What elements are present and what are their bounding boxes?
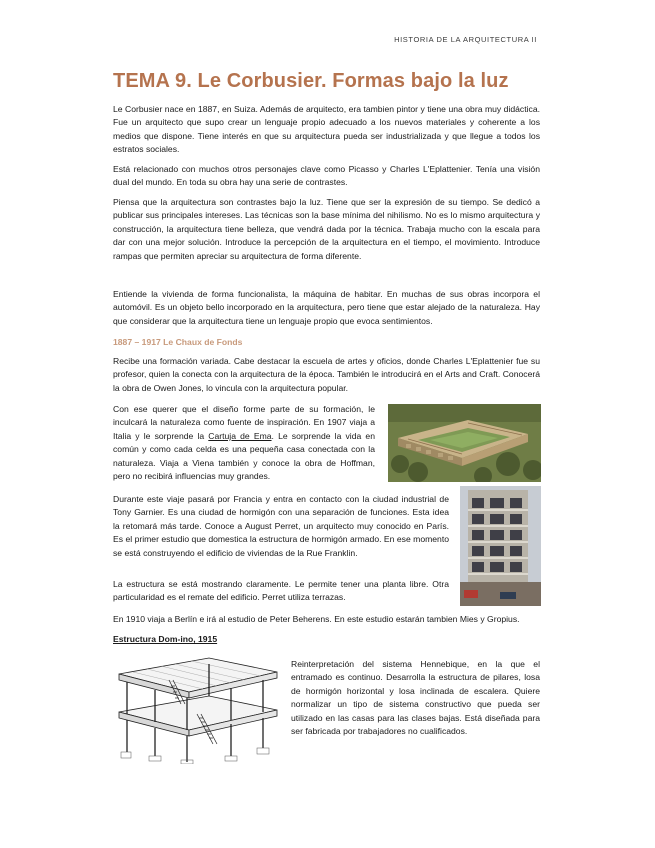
paragraph-italy-trip-a: Con ese querer que el diseño forme parte de su formación, le inculcará la naturaleza como fuente de inspiración. En 1907 viaja a Italia y le sorprende la	[113, 404, 375, 441]
paragraph-intro: Le Corbusier nace en 1887, en Suiza. Además de arquitecto, era tambien pintor y tiene una obra muy didáctica. Fue un arquitecto que supo crear un lenguaje propio adecuado a los nuevos materiales y coherente a los medios que dispone. Tiene interés en que su arquitectura pueda ser industrializada y que llegue a todos los estratos sociales.	[113, 104, 540, 155]
rue-franklin-building-photo	[460, 486, 541, 606]
section-heading-dom-ino: Estructura Dom-ino, 1915	[113, 634, 218, 644]
paragraph-france-trip: Durante este viaje pasará por Francia y entra en contacto con la ciudad industrial de Tony Garnier. Es una ciudad de hormigón con una separación de funciones. Esta idea la retomará más tarde. Conoce a August Perret, un arquitecto muy conocido en París. Es el primer estudio que domestica la estructura de hormigón armado. En ese momento se está construyendo el edificio de viviendas de la Rue Franklin.	[113, 494, 449, 558]
paragraph-housing: Entiende la vivienda de forma funcionalista, la máquina de habitar. En muchas de sus obras incorpora el automóvil. Es un objeto bello incorporado en la arquitectura, pero tiene que estar alejado de la naturaleza. Hay que considerar que la arquitectura tiene un lenguaje propio que evoca sentimientos.	[113, 289, 540, 326]
paragraph-perret-structure: La estructura se está mostrando claramente. Le permite tener una planta libre. Otra particularidad es el remate del edificio. Perret utiliza terrazas.	[113, 579, 449, 603]
paragraph-italy-trip	[113, 403, 375, 483]
page-title: TEMA 9. Le Corbusier. Formas bajo la luz	[113, 70, 509, 92]
paragraph-contrasts: Piensa que la arquitectura son contrastes bajo la luz. Tiene que ser la expresión de su tiempo. Se dedicó a publicar sus principales intereses. Las técnicas son la base mínima del nihilismo. No es lo mismo arquitectura y construcción, la arquitectura tiene belleza, que vendrá dada por la técnica. Trabaja mucho con la escala para dar con una mejor solución. Introduce la percepción de la arquitectura en el tiempo, el movimiento. Introduce rampas que permiten apreciar su arquitectura de forma diferente.	[113, 197, 540, 261]
paragraph-relations: Está relacionado con muchos otros personajes clave como Picasso y Charles L'Eplattenier. Tenía una visión dual del mundo. En toda su obra hay una serie de contrastes.	[113, 164, 540, 188]
paragraph-formation: Recibe una formación variada. Cabe destacar la escuela de artes y oficios, donde Charles L'Eplattenier fue su profesor, quien la conecta con la arquitectura de la época. También le introducirá en el Arts and Craft. Conocerá la obra de Owen Jones, lo vincula con la arquitectura popular.	[113, 356, 540, 393]
running-header: HISTORIA DE LA ARQUITECTURA II	[394, 35, 537, 44]
cartuja-de-ema-link[interactable]: Cartuja de Ema	[208, 430, 272, 441]
cartuja-de-ema-photo	[388, 404, 541, 482]
paragraph-berlin: En 1910 viaja a Berlín e irá al estudio de Peter Beherens. En este estudio estarán tambien Mies y Gropius.	[113, 614, 520, 624]
paragraph-italy-trip-b: . Le sorprende la vida en común y como cada celda es una pequeña casa conectada con la naturaleza. Viaja a Viena también y conoce la obra de Hoffman, pero no recibirá influencias muy grandes.	[113, 430, 375, 482]
section-heading-chaux-de-fonds: 1887 – 1917 Le Chaux de Fonds	[113, 337, 243, 347]
dom-ino-structure-drawing	[113, 652, 281, 764]
paragraph-dom-ino: Reinterpretación del sistema Hennebique, en la que el entramado es continuo. Desarrolla la estructura de pilares, losa de hormigón horizontal y losa inclinada de escalera. Quiere normalizar un tipo de sistema constructivo que pueda ser utilizado en las casas para las clases bajas. Está diseñada para ser fabricada por trabajadores no cualificados.	[291, 659, 540, 737]
